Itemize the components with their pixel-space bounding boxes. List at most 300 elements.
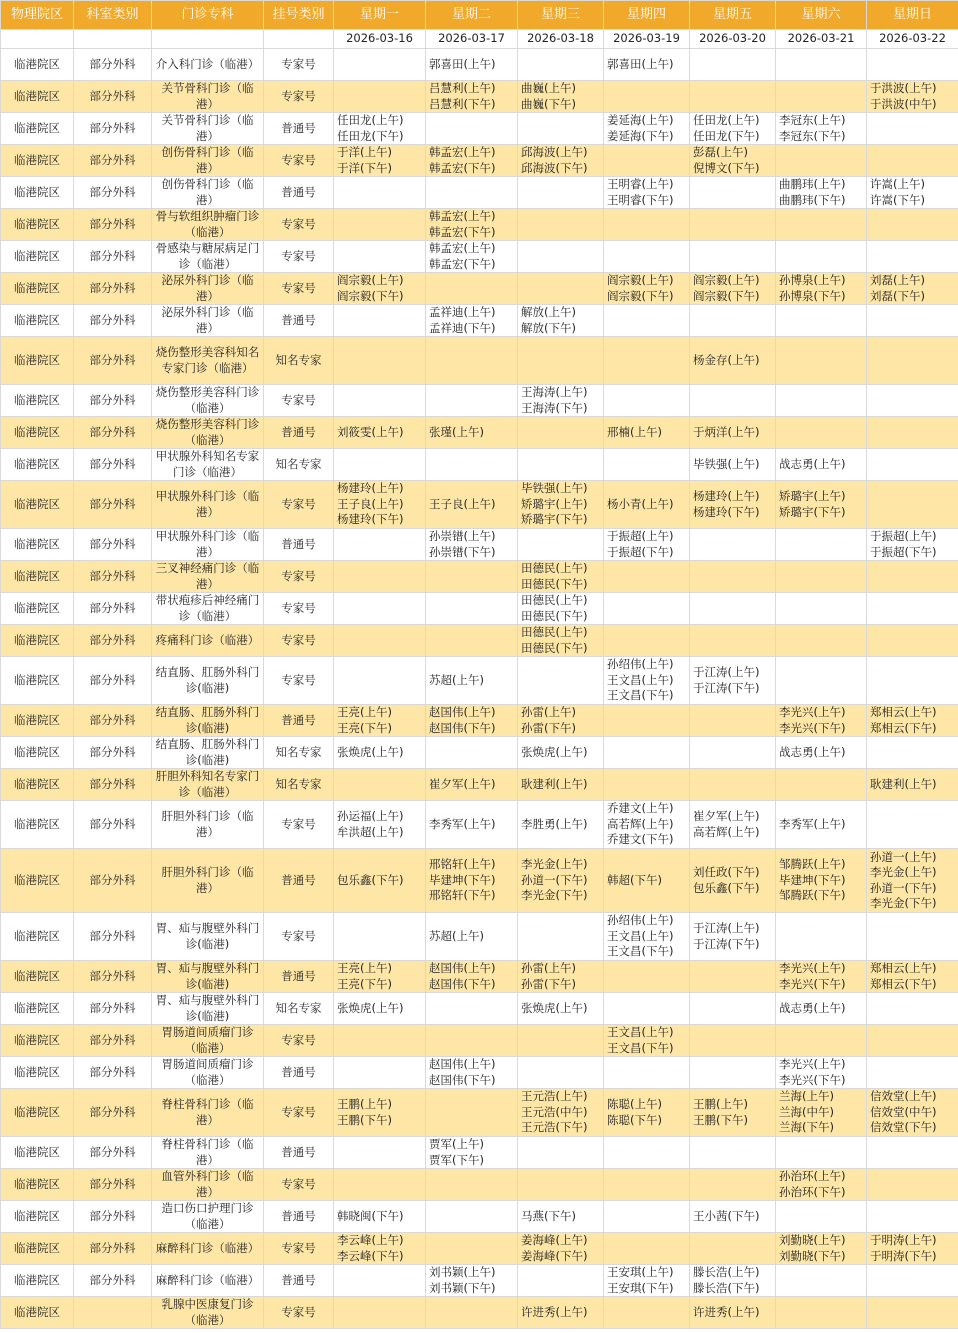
doctor-slot[interactable]: 杨小青(上午): [607, 496, 674, 511]
doctor-slot[interactable]: 李光金(下午): [870, 896, 937, 910]
doctor-slot[interactable]: 乔建文(上午): [607, 801, 674, 816]
doctor-slot[interactable]: 耿建利(上午): [521, 776, 588, 791]
doctor-slot[interactable]: 倪博文(下午): [693, 160, 760, 175]
doctor-slot[interactable]: 王文昌(下午): [607, 688, 674, 703]
schedule-cell-thu: [604, 177, 690, 209]
dept-cell: 部分外科: [74, 801, 152, 849]
doctor-slot[interactable]: 滕长浩(上午): [693, 1265, 760, 1279]
table-row: [1, 241, 958, 273]
dept-cell: 部分外科: [74, 1233, 152, 1265]
dept-cell: 部分外科: [74, 1137, 152, 1169]
dept-cell: 部分外科: [74, 49, 152, 81]
doctor-slot[interactable]: 任田龙(上午): [693, 113, 760, 127]
schedule-cell-wed: [518, 1233, 604, 1265]
doctor-slot[interactable]: 张焕虎(上午): [521, 1000, 588, 1015]
schedule-cell-mon: [334, 81, 426, 113]
schedule-cell-sun: [867, 561, 958, 593]
doctor-slot[interactable]: 孙绍伟(上午): [607, 913, 674, 928]
header-type: 挂号类别: [264, 1, 334, 30]
doctor-slot[interactable]: 赵国伟(下午): [429, 976, 496, 991]
schedule-cell-sun: [867, 769, 958, 801]
doctor-slot[interactable]: 杨建玲(上午): [693, 489, 760, 503]
schedule-cell-tue: [426, 737, 518, 769]
doctor-slot[interactable]: 于江涛(下午): [693, 680, 760, 695]
schedule-cell-tue: [426, 145, 518, 177]
doctor-slot[interactable]: 赵国伟(上午): [429, 705, 496, 719]
doctor-slot[interactable]: 王海涛(上午): [521, 385, 588, 399]
doctor-slot[interactable]: 李光兴(下午): [779, 976, 846, 991]
schedule-cell-sun: [867, 737, 958, 769]
doctor-slot[interactable]: 王亮(下午): [337, 976, 392, 991]
schedule-cell-sat: [776, 1137, 867, 1169]
doctor-slot[interactable]: 邹腾跃(上午): [779, 857, 846, 872]
schedule-cell-sat: [776, 1201, 867, 1233]
doctor-slot[interactable]: 曲鹏玮(下午): [779, 192, 846, 207]
doctor-slot[interactable]: 贾军(下午): [429, 1152, 484, 1167]
doctor-slot[interactable]: 田德民(上午): [521, 561, 588, 575]
doctor-slot[interactable]: 刘书颖(上午): [429, 1265, 496, 1279]
doctor-slot[interactable]: 毕建坤(下午): [429, 872, 496, 887]
doctor-slot[interactable]: 孙雷(下午): [521, 976, 576, 991]
doctor-slot[interactable]: 孙道一(上午): [870, 849, 937, 864]
registration-type-cell: 普通号: [264, 1057, 334, 1089]
doctor-slot[interactable]: 李胜勇(上午): [521, 816, 588, 831]
doctor-slot[interactable]: 阎宗毅(下午): [693, 288, 760, 303]
doctor-slot[interactable]: 郭喜田(上午): [607, 56, 674, 71]
doctor-slot[interactable]: 信效堂(中午): [870, 1104, 937, 1119]
doctor-slot[interactable]: 邹腾跃(下午): [779, 888, 846, 903]
doctor-slot[interactable]: 于炳洋(上午): [693, 424, 760, 439]
doctor-slot[interactable]: 高若辉(上午): [607, 816, 674, 831]
registration-type-cell: 普通号: [264, 1137, 334, 1169]
doctor-slot[interactable]: 阎宗毅(上午): [607, 273, 674, 287]
doctor-slot[interactable]: 赵国伟(下午): [429, 1072, 496, 1087]
doctor-slot[interactable]: 邢铭轩(下午): [429, 888, 496, 903]
doctor-slot[interactable]: 王文昌(上午): [607, 672, 674, 687]
doctor-slot[interactable]: 田德民(下午): [521, 576, 588, 591]
doctor-slot[interactable]: 李冠东(上午): [779, 113, 846, 127]
campus-cell: 临港院区: [1, 593, 74, 625]
doctor-slot[interactable]: 战志勇(上午): [779, 744, 846, 759]
doctor-slot[interactable]: 李光金(上午): [870, 865, 937, 879]
schedule-cell-fri: [690, 1137, 776, 1169]
doctor-slot[interactable]: 王文昌(上午): [607, 928, 674, 943]
doctor-slot[interactable]: 曲巍(上午): [521, 81, 576, 95]
doctor-slot[interactable]: 王明睿(上午): [607, 177, 674, 191]
doctor-slot[interactable]: 高若辉(上午): [693, 824, 760, 839]
schedule-cell-fri: [690, 1233, 776, 1265]
schedule-cell-fri: [690, 1025, 776, 1057]
doctor-slot[interactable]: 姜延海(上午): [607, 113, 674, 127]
schedule-cell-thu: [604, 657, 690, 705]
schedule-cell-fri: [690, 385, 776, 417]
doctor-slot[interactable]: 马燕(下午): [521, 1208, 576, 1223]
schedule-cell-sun: [867, 241, 958, 273]
schedule-cell-fri: [690, 337, 776, 385]
doctor-slot[interactable]: 苏超(上午): [429, 672, 484, 687]
doctor-slot[interactable]: 毕铁强(上午): [521, 481, 588, 496]
doctor-slot[interactable]: 赵国伟(下午): [429, 720, 496, 735]
doctor-slot[interactable]: 邱海波(下午): [521, 160, 588, 175]
doctor-slot[interactable]: 孙道一(下午): [870, 880, 937, 895]
doctor-slot[interactable]: 矫璐宇(上午): [521, 496, 588, 511]
schedule-cell-sun: [867, 801, 958, 849]
doctor-slot[interactable]: 李光金(上午): [521, 857, 588, 872]
doctor-slot[interactable]: 吕慧利(下午): [429, 96, 496, 111]
doctor-slot[interactable]: 于明涛(上午): [870, 1233, 937, 1247]
doctor-slot[interactable]: 许嵩(下午): [870, 192, 925, 207]
doctor-slot[interactable]: 刘筱雯(上午): [337, 424, 404, 439]
dept-cell: 部分外科: [74, 1057, 152, 1089]
doctor-slot[interactable]: 吕慧利(上午): [429, 81, 496, 95]
doctor-slot[interactable]: 孙治环(上午): [779, 1169, 846, 1183]
doctor-slot[interactable]: 李光兴(上午): [779, 705, 846, 719]
doctor-slot[interactable]: 韩晓闽(下午): [337, 1208, 404, 1223]
schedule-cell-wed: [518, 593, 604, 625]
doctor-slot[interactable]: 于洪波(上午): [870, 81, 937, 95]
specialty-cell: 结直肠、肛肠外科门诊(临港): [152, 705, 264, 737]
doctor-slot[interactable]: 于振超(下午): [870, 544, 937, 559]
schedule-cell-tue: [426, 49, 518, 81]
schedule-cell-sun: [867, 273, 958, 305]
doctor-slot[interactable]: 王安琪(下午): [607, 1280, 674, 1295]
schedule-cell-sun: [867, 385, 958, 417]
doctor-slot[interactable]: 牟洪超(上午): [337, 824, 404, 839]
doctor-slot[interactable]: 孙博泉(下午): [779, 288, 846, 303]
doctor-slot[interactable]: 孙道一(下午): [521, 872, 588, 887]
doctor-slot[interactable]: 王亮(上午): [337, 961, 392, 975]
doctor-slot[interactable]: 王文昌(下午): [607, 944, 674, 959]
doctor-slot[interactable]: 王小茜(下午): [693, 1208, 760, 1223]
schedule-cell-wed: [518, 705, 604, 737]
schedule-cell-wed: [518, 177, 604, 209]
schedule-cell-sat: [776, 449, 867, 481]
doctor-slot[interactable]: 张焕虎(上午): [521, 744, 588, 759]
doctor-slot[interactable]: 孙博泉(上午): [779, 273, 846, 287]
doctor-slot[interactable]: 李光兴(上午): [779, 961, 846, 975]
doctor-slot[interactable]: 曲巍(下午): [521, 96, 576, 111]
table-row: [1, 593, 958, 625]
doctor-slot[interactable]: 许嵩(上午): [870, 177, 925, 191]
schedule-cell-sun: [867, 417, 958, 449]
doctor-slot[interactable]: 李云峰(上午): [337, 1233, 404, 1247]
schedule-cell-wed: [518, 81, 604, 113]
doctor-slot[interactable]: 矫璐宇(下午): [521, 512, 588, 527]
specialty-cell: 甲状腺外科门诊（临港）: [152, 481, 264, 529]
doctor-slot[interactable]: 彭磊(上午): [693, 145, 748, 159]
schedule-cell-sat: [776, 657, 867, 705]
registration-type-cell: 专家号: [264, 593, 334, 625]
doctor-slot[interactable]: 韩孟宏(下午): [429, 224, 496, 239]
specialty-cell: 骨与软组织肿瘤门诊（临港）: [152, 209, 264, 241]
doctor-slot[interactable]: 王海涛(下午): [521, 400, 588, 415]
doctor-slot[interactable]: 郑相云(下午): [870, 976, 937, 991]
doctor-slot[interactable]: 邢楠(上午): [607, 424, 662, 439]
schedule-cell-mon: [334, 1265, 426, 1297]
doctor-slot[interactable]: 耿建利(上午): [870, 776, 937, 791]
doctor-slot[interactable]: 张瑾(上午): [429, 424, 484, 439]
doctor-slot[interactable]: 王安琪(上午): [607, 1265, 674, 1279]
doctor-slot[interactable]: 杨建玲(上午): [337, 481, 404, 496]
doctor-slot[interactable]: 阎宗毅(上午): [337, 273, 404, 287]
doctor-slot[interactable]: 苏超(上午): [429, 928, 484, 943]
schedule-cell-tue: [426, 177, 518, 209]
specialty-cell: 胃、疝与腹壁外科门诊(临港): [152, 961, 264, 993]
doctor-slot[interactable]: 田德民(下午): [521, 640, 588, 655]
schedule-cell-wed: [518, 145, 604, 177]
doctor-slot[interactable]: 李光兴(上午): [779, 1057, 846, 1071]
campus-cell: 临港院区: [1, 417, 74, 449]
doctor-slot[interactable]: 王亮(上午): [337, 705, 392, 719]
doctor-slot[interactable]: 矫璐宇(下午): [779, 504, 846, 519]
campus-cell: 临港院区: [1, 913, 74, 961]
schedule-cell-wed: [518, 625, 604, 657]
doctor-slot[interactable]: 姜海峰(下午): [521, 1248, 588, 1263]
doctor-slot[interactable]: 姜延海(下午): [607, 128, 674, 143]
doctor-slot[interactable]: 邢铭轩(上午): [429, 857, 496, 872]
doctor-slot[interactable]: 任田龙(上午): [337, 113, 404, 127]
schedule-cell-tue: [426, 657, 518, 705]
doctor-slot[interactable]: 于洋(上午): [337, 145, 392, 159]
doctor-slot[interactable]: 王文昌(下午): [607, 1040, 674, 1055]
doctor-slot[interactable]: 王元浩(中午): [521, 1104, 588, 1119]
doctor-slot[interactable]: 刘勤晓(上午): [779, 1233, 846, 1247]
doctor-slot[interactable]: 崔夕军(上午): [429, 776, 496, 791]
schedule-cell-mon: [334, 913, 426, 961]
doctor-slot[interactable]: 刘任政(下午): [693, 865, 760, 879]
schedule-cell-fri: [690, 273, 776, 305]
registration-type-cell: 专家号: [264, 1297, 334, 1329]
specialty-cell: 关节骨科门诊（临港）: [152, 81, 264, 113]
doctor-slot[interactable]: 贾军(上午): [429, 1137, 484, 1151]
doctor-slot[interactable]: 王亮(下午): [337, 720, 392, 735]
schedule-cell-sun: [867, 481, 958, 529]
doctor-slot[interactable]: 许进秀(上午): [693, 1304, 760, 1319]
table-row: [1, 113, 958, 145]
doctor-slot[interactable]: 解放(下午): [521, 320, 576, 335]
schedule-cell-mon: [334, 49, 426, 81]
doctor-slot[interactable]: 任田龙(下午): [693, 128, 760, 143]
doctor-slot[interactable]: 于振超(上午): [607, 529, 674, 543]
doctor-slot[interactable]: 于江涛(上午): [693, 665, 760, 679]
registration-type-cell: 专家号: [264, 913, 334, 961]
schedule-cell-fri: [690, 801, 776, 849]
schedule-cell-sat: [776, 1025, 867, 1057]
dept-cell: 部分外科: [74, 337, 152, 385]
doctor-slot[interactable]: 郑相云(上午): [870, 961, 937, 975]
doctor-slot[interactable]: 郑相云(上午): [870, 705, 937, 719]
doctor-slot[interactable]: 孙雷(上午): [521, 705, 576, 719]
doctor-slot[interactable]: 王文昌(上午): [607, 1025, 674, 1039]
doctor-slot[interactable]: 张焕虎(上午): [337, 744, 404, 759]
doctor-slot[interactable]: 孙崇镨(上午): [429, 529, 496, 543]
doctor-slot[interactable]: 杨建玲(下午): [693, 504, 760, 519]
doctor-slot[interactable]: 刘书颖(下午): [429, 1280, 496, 1295]
doctor-slot[interactable]: 毕铁强(上午): [693, 456, 760, 471]
doctor-slot[interactable]: 阎宗毅(下午): [607, 288, 674, 303]
doctor-slot[interactable]: 韩超(下午): [607, 872, 662, 887]
doctor-slot[interactable]: 于明涛(下午): [870, 1248, 937, 1263]
schedule-cell-tue: [426, 529, 518, 561]
specialty-cell: 麻醉科门诊（临港）: [152, 1265, 264, 1297]
doctor-slot[interactable]: 兰海(上午): [779, 1089, 834, 1104]
campus-cell: 临港院区: [1, 481, 74, 529]
doctor-slot[interactable]: 孙治环(下午): [779, 1184, 846, 1199]
dept-cell: 部分外科: [74, 561, 152, 593]
specialty-cell: 创伤骨科门诊（临港）: [152, 177, 264, 209]
schedule-cell-thu: [604, 913, 690, 961]
doctor-slot[interactable]: 刘磊(上午): [870, 273, 925, 287]
doctor-slot[interactable]: 孙雷(下午): [521, 720, 576, 735]
doctor-slot[interactable]: 李秀军(上午): [429, 816, 496, 831]
specialty-cell: 脊柱骨科门诊（临港）: [152, 1089, 264, 1137]
doctor-slot[interactable]: 王鹏(下午): [337, 1112, 392, 1127]
dept-cell: 部分外科: [74, 769, 152, 801]
doctor-slot[interactable]: 孙运福(上午): [337, 809, 404, 823]
table-row: [1, 1233, 958, 1265]
campus-cell: 临港院区: [1, 561, 74, 593]
table-row: [1, 625, 958, 657]
doctor-slot[interactable]: 信效堂(上午): [870, 1089, 937, 1104]
dept-cell: 部分外科: [74, 1169, 152, 1201]
schedule-cell-tue: [426, 449, 518, 481]
doctor-slot[interactable]: 杨建玲(下午): [337, 512, 404, 527]
schedule-cell-wed: [518, 657, 604, 705]
schedule-cell-fri: [690, 177, 776, 209]
doctor-slot[interactable]: 曲鹏玮(上午): [779, 177, 846, 191]
schedule-cell-tue: [426, 113, 518, 145]
doctor-slot[interactable]: 王鹏(上午): [337, 1097, 392, 1111]
doctor-slot[interactable]: 阎宗毅(下午): [337, 288, 404, 303]
doctor-slot[interactable]: 韩孟宏(上午): [429, 209, 496, 223]
doctor-slot[interactable]: 滕长浩(下午): [693, 1280, 760, 1295]
doctor-slot[interactable]: 韩孟宏(下午): [429, 256, 496, 271]
doctor-slot[interactable]: 于江涛(下午): [693, 936, 760, 951]
doctor-slot[interactable]: 王鹏(下午): [693, 1112, 748, 1127]
schedule-cell-wed: [518, 449, 604, 481]
doctor-slot[interactable]: 兰海(下午): [779, 1120, 834, 1135]
doctor-slot[interactable]: 王鹏(上午): [693, 1097, 748, 1111]
doctor-slot[interactable]: 任田龙(下午): [337, 128, 404, 143]
schedule-cell-sun: [867, 1025, 958, 1057]
schedule-cell-thu: [604, 305, 690, 337]
doctor-slot[interactable]: 韩孟宏(上午): [429, 145, 496, 159]
dept-cell: 部分外科: [74, 913, 152, 961]
doctor-slot[interactable]: 兰海(中午): [779, 1104, 834, 1119]
date-blank: [264, 30, 334, 49]
doctor-slot[interactable]: 许进秀(上午): [521, 1304, 588, 1319]
schedule-cell-fri: [690, 305, 776, 337]
registration-type-cell: 专家号: [264, 145, 334, 177]
schedule-cell-mon: [334, 1297, 426, 1329]
doctor-slot[interactable]: 田德民(下午): [521, 608, 588, 623]
table-row: [1, 209, 958, 241]
doctor-slot[interactable]: 田德民(上午): [521, 625, 588, 639]
doctor-slot[interactable]: 孙雷(上午): [521, 961, 576, 975]
specialty-cell: 关节骨科门诊（临港）: [152, 113, 264, 145]
dept-cell: 部分外科: [74, 1265, 152, 1297]
schedule-cell-fri: [690, 737, 776, 769]
doctor-slot[interactable]: 杨金存(上午): [693, 352, 760, 367]
doctor-slot[interactable]: 刘勤晓(下午): [779, 1248, 846, 1263]
doctor-slot[interactable]: 阎宗毅(上午): [693, 273, 760, 287]
schedule-cell-wed: [518, 1025, 604, 1057]
doctor-slot[interactable]: 李云峰(下午): [337, 1248, 404, 1263]
specialty-cell: 泌尿外科门诊（临港）: [152, 273, 264, 305]
table-row: [1, 449, 958, 481]
doctor-slot[interactable]: 于振超(下午): [607, 544, 674, 559]
doctor-slot[interactable]: 毕建坤(下午): [779, 872, 846, 887]
doctor-slot[interactable]: 李光兴(下午): [779, 1072, 846, 1087]
doctor-slot[interactable]: 于江涛(上午): [693, 921, 760, 935]
campus-cell: 临港院区: [1, 737, 74, 769]
doctor-slot[interactable]: 李冠东(下午): [779, 128, 846, 143]
doctor-slot[interactable]: 于振超(上午): [870, 529, 937, 543]
doctor-slot[interactable]: 信效堂(下午): [870, 1120, 937, 1135]
doctor-slot[interactable]: 乔建文(下午): [607, 832, 674, 847]
doctor-slot[interactable]: 包乐鑫(下午): [337, 872, 404, 887]
doctor-slot[interactable]: 赵国伟(上午): [429, 961, 496, 975]
doctor-slot[interactable]: 王子良(上午): [337, 496, 404, 511]
doctor-slot[interactable]: 李光金(下午): [521, 888, 588, 903]
doctor-slot[interactable]: 矫璐宇(上午): [779, 489, 846, 503]
doctor-slot[interactable]: 陈聪(下午): [607, 1112, 662, 1127]
doctor-slot[interactable]: 田德民(上午): [521, 593, 588, 607]
table-row: [1, 561, 958, 593]
doctor-slot[interactable]: 战志勇(上午): [779, 456, 846, 471]
doctor-slot[interactable]: 孟祥迪(上午): [429, 305, 496, 319]
doctor-slot[interactable]: 包乐鑫(下午): [693, 880, 760, 895]
doctor-slot[interactable]: 赵国伟(上午): [429, 1057, 496, 1071]
doctor-slot[interactable]: 孙崇镨(下午): [429, 544, 496, 559]
table-row: [1, 337, 958, 385]
doctor-slot[interactable]: 王明睿(下午): [607, 192, 674, 207]
schedule-cell-mon: [334, 529, 426, 561]
doctor-slot[interactable]: 郭喜田(上午): [429, 56, 496, 71]
doctor-slot[interactable]: 王元浩(下午): [521, 1120, 588, 1135]
specialty-cell: 胃肠道间质瘤门诊（临港）: [152, 1025, 264, 1057]
campus-cell: 临港院区: [1, 241, 74, 273]
doctor-slot[interactable]: 韩孟宏(下午): [429, 160, 496, 175]
schedule-cell-tue: [426, 385, 518, 417]
schedule-cell-tue: [426, 769, 518, 801]
doctor-slot[interactable]: 陈聪(上午): [607, 1097, 662, 1111]
doctor-slot[interactable]: 李秀军(上午): [779, 816, 846, 831]
doctor-slot[interactable]: 刘磊(下午): [870, 288, 925, 303]
schedule-cell-tue: [426, 849, 518, 913]
doctor-slot[interactable]: 邱海波(上午): [521, 145, 588, 159]
table-row: [1, 705, 958, 737]
doctor-slot[interactable]: 郑相云(下午): [870, 720, 937, 735]
doctor-slot[interactable]: 战志勇(上午): [779, 1000, 846, 1015]
doctor-slot[interactable]: 张焕虎(上午): [337, 1000, 404, 1015]
schedule-cell-fri: [690, 769, 776, 801]
doctor-slot[interactable]: 于洋(下午): [337, 160, 392, 175]
doctor-slot[interactable]: 孙绍伟(上午): [607, 657, 674, 672]
doctor-slot[interactable]: 解放(上午): [521, 305, 576, 319]
doctor-slot[interactable]: 韩孟宏(上午): [429, 241, 496, 255]
doctor-slot[interactable]: 崔夕军(上午): [693, 809, 760, 823]
doctor-slot[interactable]: 王子良(上午): [429, 496, 496, 511]
specialty-cell: 结直肠、肛肠外科门诊(临港): [152, 657, 264, 705]
doctor-slot[interactable]: 于洪波(中午): [870, 96, 937, 111]
doctor-slot[interactable]: 孟祥迪(下午): [429, 320, 496, 335]
date-wed: 2026-03-18: [518, 30, 604, 49]
table-row: [1, 305, 958, 337]
doctor-slot[interactable]: 王元浩(上午): [521, 1089, 588, 1104]
doctor-slot[interactable]: 李光兴(下午): [779, 720, 846, 735]
doctor-slot[interactable]: 姜海峰(上午): [521, 1233, 588, 1247]
